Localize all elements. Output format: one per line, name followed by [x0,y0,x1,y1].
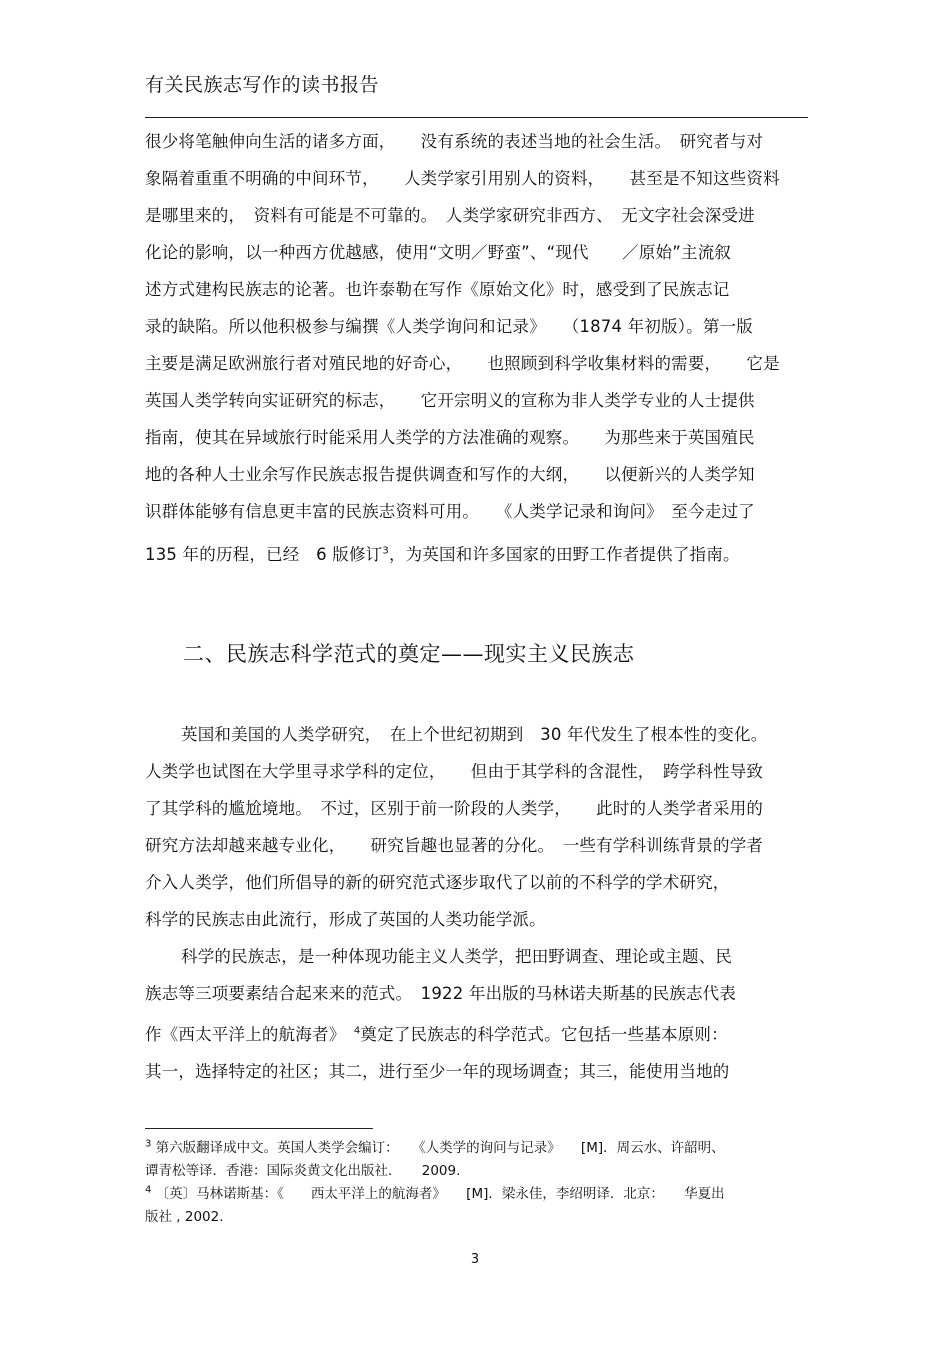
footnote-3-line: 谭青松等译．香港：国际炎黄文化出版社． 2009. [145,1163,461,1179]
text-line: 主要是满足欧洲旅行者对殖民地的好奇心， 也照顾到科学收集材料的需要， 它是 [145,354,780,373]
text-line: 录的缺陷。所以他积极参与编撰《人类学询问和记录》 （1874 年初版）。第一版 [145,317,753,336]
text-segment: 135 年的历程，已经 6 版修订 [145,545,383,564]
text-line: 人类学也试图在大学里寻求学科的定位， 但由于其学科的含混性， 跨学科性导致 [145,762,764,781]
footnote-mark: 4 [145,1184,152,1196]
text-line [145,1016,808,1053]
footnote-text: 第六版翻译成中文。英国人类学会编订： 《人类学的询问与记录》 [M]．周云水、许韶明、 [155,1140,725,1156]
footnote-ref-4[interactable]: 4 [353,1025,361,1037]
paragraph-2 [145,716,808,938]
text-line: 是哪里来的， 资料有可能是不可靠的。 人类学家研究非西方、 无文字社会深受进 [145,206,755,225]
footnotes [145,1137,808,1229]
running-header: 有关民族志写作的读书报告 [145,74,380,96]
text-line: 地的各种人士业余写作民族志报告提供调查和写作的大纲， 以便新兴的人类学知 [145,465,755,484]
paragraph-3 [145,938,808,1090]
text-line: 述方式建构民族志的论著。也许泰勒在写作《原始文化》时，感受到了民族志记 [145,280,730,299]
text-line: 指南，使其在异域旅行时能采用人类学的方法准确的观察。 为那些来于英国殖民 [145,428,755,447]
text-segment: ，为英国和许多国家的田野工作者提供了指南。 [388,545,740,564]
text-line: 科学的民族志，是一种体现功能主义人类学，把田野调查、理论或主题、民 [181,947,733,966]
footnote-mark: 3 [145,1138,152,1150]
text-line: 化论的影响，以一种西方优越感，使用“文明／野蛮”、“现代 ／原始”主流叙 [145,243,732,262]
page-number: 3 [470,1252,480,1267]
text-line: 了其学科的尴尬境地。 不过，区别于前一阶段的人类学， 此时的人类学者采用的 [145,799,764,818]
text-line: 识群体能够有信息更丰富的民族志资料可用。 《人类学记录和询问》 至今走过了 [145,502,755,521]
text-line: 族志等三项要素结合起来来的范式。 1922 年出版的马林诺夫斯基的民族志代表 [145,984,737,1003]
footnote-4-line [145,1183,808,1206]
text-line: 英国人类学转向实证研究的标志， 它开宗明义的宣称为非人类学专业的人士提供 [145,391,755,410]
section-heading: 二、民族志科学范式的奠定——现实主义民族志 [183,642,635,666]
header-rule [145,117,808,118]
text-segment: 作《西太平洋上的航海者》 [145,1025,354,1044]
footnote-ref-3[interactable]: 3 [382,545,389,557]
paragraph-1 [145,123,808,573]
text-line: 英国和美国的人类学研究， 在上个世纪初期到 30 年代发生了根本性的变化。 [181,725,768,744]
text-line: 科学的民族志由此流行，形成了英国的人类功能学派。 [145,910,546,929]
text-line: 象隔着重重不明确的中间环节， 人类学家引用别人的资料， 甚至是不知这些资料 [145,169,780,188]
footnote-4-line: 版社 , 2002. [145,1209,224,1225]
text-line: 其一，选择特定的社区；其二，进行至少一年的现场调查；其三，能使用当地的 [145,1062,730,1081]
footnote-separator [145,1128,373,1129]
text-segment: 奠定了民族志的科学范式。它包括一些基本原则： [360,1025,728,1044]
text-line: 研究方法却越来越专业化， 研究旨趣也显著的分化。 一些有学科训练背景的学者 [145,836,764,855]
footnote-text: 〔英〕马林诺斯基：《 西太平洋上的航海者》 [M]．梁永佳，李绍明译．北京： 华夏出 [155,1186,725,1202]
footnote-3-line [145,1137,808,1160]
text-line: 很少将笔触伸向生活的诸多方面， 没有系统的表述当地的社会生活。 研究者与对 [145,132,764,151]
text-line: 介入人类学，他们所倡导的新的研究范式逐步取代了以前的不科学的学术研究， [145,873,730,892]
text-line [145,536,808,573]
